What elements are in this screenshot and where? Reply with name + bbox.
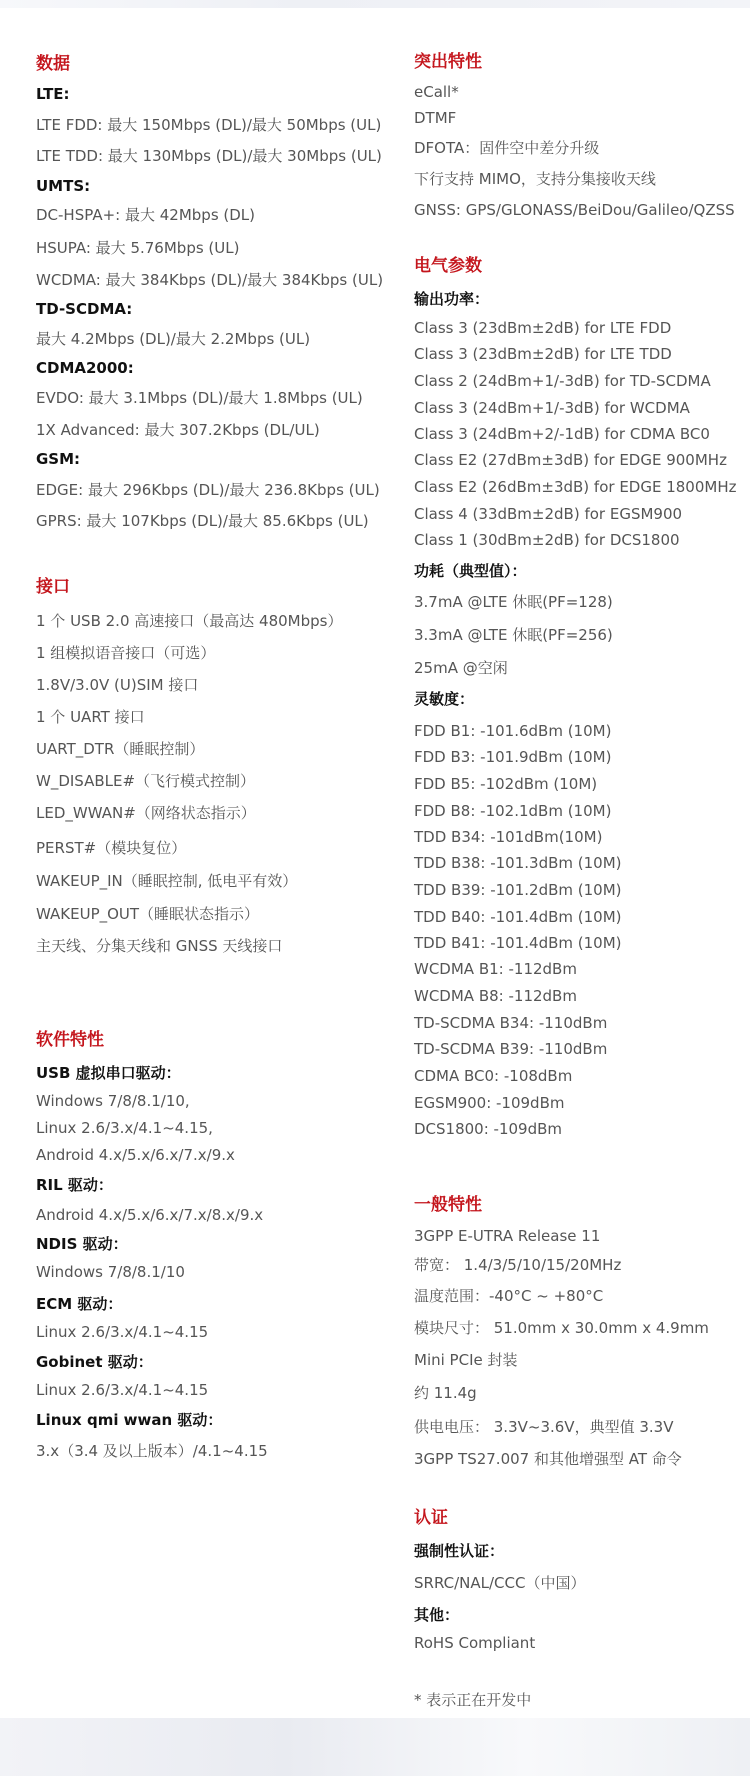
spec-line: DFOTA：固件空中差分升级: [414, 139, 600, 157]
section-heading: 认证: [414, 1508, 448, 1528]
spec-line: Class 1 (30dBm±2dB) for DCS1800: [414, 531, 680, 549]
spec-line: WCDMA B1: -112dBm: [414, 960, 577, 978]
subsection-label: USB 虚拟串口驱动：: [36, 1064, 181, 1082]
spec-line: GNSS: GPS/GLONASS/BeiDou/Galileo/QZSS: [414, 201, 735, 219]
subsection-label: CDMA2000:: [36, 359, 134, 377]
subsection-label: NDIS 驱动：: [36, 1235, 128, 1253]
spec-line: CDMA BC0: -108dBm: [414, 1067, 573, 1085]
spec-line: TD-SCDMA B39: -110dBm: [414, 1040, 608, 1058]
spec-line: Class 3 (24dBm+2/-1dB) for CDMA BC0: [414, 425, 710, 443]
spec-line: Linux 2.6/3.x/4.1~4.15,: [36, 1119, 213, 1137]
spec-line: EDGE: 最大 296Kbps (DL)/最大 236.8Kbps (UL): [36, 481, 380, 499]
subsection-label: Linux qmi wwan 驱动：: [36, 1411, 223, 1429]
spec-line: TDD B40: -101.4dBm (10M): [414, 908, 622, 926]
spec-line: PERST#（模块复位）: [36, 839, 187, 857]
spec-line: Linux 2.6/3.x/4.1~4.15: [36, 1381, 209, 1399]
spec-line: DTMF: [414, 109, 457, 127]
spec-line: Class 3 (23dBm±2dB) for LTE TDD: [414, 345, 672, 363]
spec-line: FDD B1: -101.6dBm (10M): [414, 722, 612, 740]
spec-line: 供电电压： 3.3V~3.6V，典型值 3.3V: [414, 1418, 674, 1436]
spec-line: HSUPA: 最大 5.76Mbps (UL): [36, 239, 240, 257]
spec-line: 1 个 UART 接口: [36, 708, 145, 726]
spec-line: Class E2 (27dBm±3dB) for EDGE 900MHz: [414, 451, 727, 469]
spec-line: Linux 2.6/3.x/4.1~4.15: [36, 1323, 209, 1341]
spec-line: EVDO: 最大 3.1Mbps (DL)/最大 1.8Mbps (UL): [36, 389, 363, 407]
section-heading: 接口: [36, 577, 70, 597]
spec-line: 1.8V/3.0V (U)SIM 接口: [36, 676, 199, 694]
subsection-label: Gobinet 驱动：: [36, 1353, 153, 1371]
spec-line: 3.x（3.4 及以上版本）/4.1~4.15: [36, 1442, 268, 1460]
spec-line: FDD B5: -102dBm (10M): [414, 775, 598, 793]
spec-line: WCDMA: 最大 384Kbps (DL)/最大 384Kbps (UL): [36, 271, 384, 289]
spec-line: Android 4.x/5.x/6.x/7.x/9.x: [36, 1146, 235, 1164]
spec-line: 3.3mA @LTE 休眠(PF=256): [414, 626, 613, 644]
spec-line: 1 个 USB 2.0 高速接口（最高达 480Mbps）: [36, 612, 343, 630]
spec-line: FDD B8: -102.1dBm (10M): [414, 802, 612, 820]
spec-line: 3.7mA @LTE 休眠(PF=128): [414, 593, 613, 611]
spec-line: Class E2 (26dBm±3dB) for EDGE 1800MHz: [414, 478, 737, 496]
spec-line: WCDMA B8: -112dBm: [414, 987, 577, 1005]
spec-line: Android 4.x/5.x/6.x/7.x/8.x/9.x: [36, 1206, 264, 1224]
section-heading: 电气参数: [414, 256, 482, 276]
spec-line: Class 3 (24dBm+1/-3dB) for WCDMA: [414, 399, 690, 417]
spec-line: 3GPP E-UTRA Release 11: [414, 1227, 601, 1245]
subsection-label: TD-SCDMA:: [36, 300, 133, 318]
subsection-label: 其他：: [414, 1606, 460, 1624]
spec-line: RoHS Compliant: [414, 1634, 536, 1652]
spec-line: Class 2 (24dBm+1/-3dB) for TD-SCDMA: [414, 372, 711, 390]
subsection-label: 灵敏度：: [414, 690, 475, 708]
spec-line: 1X Advanced: 最大 307.2Kbps (DL/UL): [36, 421, 320, 439]
spec-line: Windows 7/8/8.1/10,: [36, 1092, 190, 1110]
spec-line: 1 组模拟语音接口（可选）: [36, 644, 216, 662]
section-heading: 数据: [36, 54, 70, 74]
spec-line: WAKEUP_IN（睡眠控制, 低电平有效）: [36, 872, 298, 890]
subsection-label: 输出功率：: [414, 290, 490, 308]
bottom-decorative-band: [0, 1718, 750, 1776]
spec-line: DCS1800: -109dBm: [414, 1120, 563, 1138]
spec-line: 带宽： 1.4/3/5/10/15/20MHz: [414, 1256, 622, 1274]
spec-line: W_DISABLE#（飞行模式控制）: [36, 772, 256, 790]
spec-line: SRRC/NAL/CCC（中国）: [414, 1574, 586, 1592]
section-heading: 突出特性: [414, 52, 482, 72]
spec-line: LTE FDD: 最大 150Mbps (DL)/最大 50Mbps (UL): [36, 116, 382, 134]
spec-line: Class 3 (23dBm±2dB) for LTE FDD: [414, 319, 672, 337]
subsection-label: LTE:: [36, 85, 70, 103]
spec-line: 主天线、分集天线和 GNSS 天线接口: [36, 937, 283, 955]
subsection-label: 功耗（典型值）：: [414, 562, 527, 580]
spec-line: 下行支持 MIMO，支持分集接收天线: [414, 170, 656, 188]
spec-line: 温度范围：-40°C ~ +80°C: [414, 1287, 604, 1305]
section-heading: 一般特性: [414, 1195, 482, 1215]
spec-line: FDD B3: -101.9dBm (10M): [414, 748, 612, 766]
spec-line: LED_WWAN#（网络状态指示）: [36, 804, 256, 822]
subsection-label: UMTS:: [36, 177, 91, 195]
subsection-label: 强制性认证：: [414, 1542, 505, 1560]
spec-line: 模块尺寸： 51.0mm x 30.0mm x 4.9mm: [414, 1319, 709, 1337]
subsection-label: RIL 驱动：: [36, 1176, 113, 1194]
spec-line: Windows 7/8/8.1/10: [36, 1263, 185, 1281]
subsection-label: GSM:: [36, 450, 81, 468]
spec-line: Mini PCIe 封装: [414, 1351, 518, 1369]
spec-line: UART_DTR（睡眠控制）: [36, 740, 205, 758]
section-heading: 软件特性: [36, 1030, 104, 1050]
spec-line: TDD B39: -101.2dBm (10M): [414, 881, 622, 899]
subsection-label: ECM 驱动：: [36, 1295, 123, 1313]
spec-line: 最大 4.2Mbps (DL)/最大 2.2Mbps (UL): [36, 330, 311, 348]
spec-line: 约 11.4g: [414, 1384, 477, 1402]
spec-line: 3GPP TS27.007 和其他增强型 AT 命令: [414, 1450, 682, 1468]
spec-line: DC-HSPA+: 最大 42Mbps (DL): [36, 206, 256, 224]
spec-line: TD-SCDMA B34: -110dBm: [414, 1014, 608, 1032]
spec-line: 25mA @空闲: [414, 659, 508, 677]
spec-line: * 表示正在开发中: [414, 1691, 532, 1709]
spec-line: LTE TDD: 最大 130Mbps (DL)/最大 30Mbps (UL): [36, 147, 382, 165]
spec-line: Class 4 (33dBm±2dB) for EGSM900: [414, 505, 683, 523]
spec-line: TDD B38: -101.3dBm (10M): [414, 854, 622, 872]
spec-line: GPRS: 最大 107Kbps (DL)/最大 85.6Kbps (UL): [36, 512, 369, 530]
spec-line: WAKEUP_OUT（睡眠状态指示）: [36, 905, 260, 923]
spec-line: EGSM900: -109dBm: [414, 1094, 565, 1112]
spec-line: eCall*: [414, 83, 459, 101]
spec-line: TDD B41: -101.4dBm (10M): [414, 934, 622, 952]
spec-line: TDD B34: -101dBm(10M): [414, 828, 603, 846]
